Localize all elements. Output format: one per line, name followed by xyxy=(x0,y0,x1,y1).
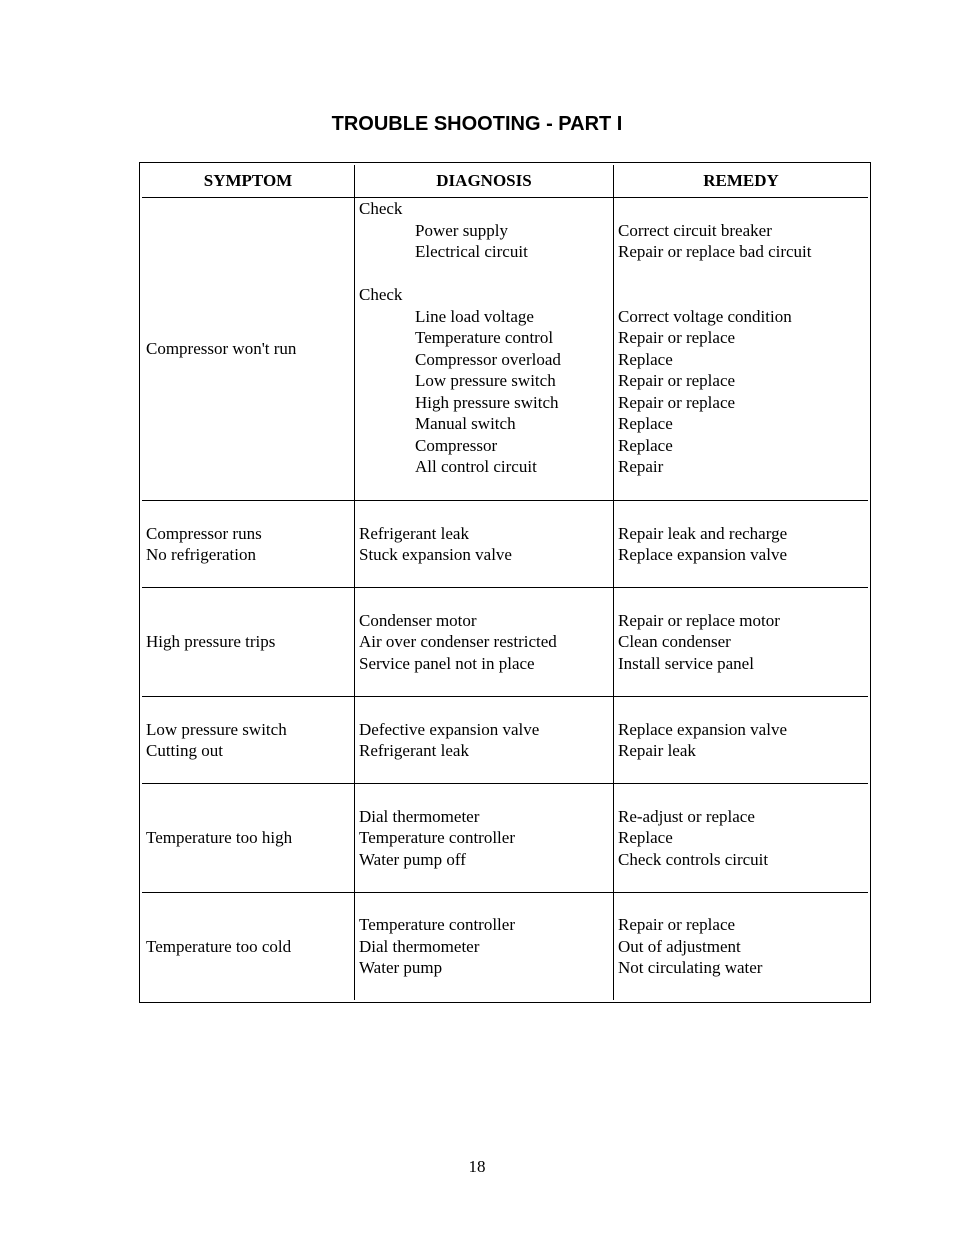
remedy-cell xyxy=(614,893,869,1001)
remedy-line: Correct circuit breaker xyxy=(618,220,772,240)
troubleshooting-table xyxy=(139,162,871,1003)
symptom-line: Compressor runs xyxy=(146,523,262,543)
remedy-line: Not circulating water xyxy=(618,958,763,978)
diagnosis-line: Water pump off xyxy=(359,849,466,869)
header-symptom: SYMPTOM xyxy=(142,165,355,198)
remedy-line: Replace expansion valve xyxy=(618,719,787,739)
diagnosis-line: Air over condenser restricted xyxy=(359,632,557,652)
diagnosis-line: Check xyxy=(359,199,403,218)
diagnosis-line: Water pump xyxy=(359,958,443,978)
symptom-cell xyxy=(142,501,355,588)
remedy-line xyxy=(618,263,868,285)
remedy-line: Replace xyxy=(618,435,673,455)
symptom-line: Low pressure switch xyxy=(146,719,287,739)
diagnosis-cell xyxy=(355,697,614,784)
remedy-line: Correct voltage condition xyxy=(618,306,792,326)
diagnosis-cell xyxy=(355,784,614,893)
diagnosis-cell xyxy=(355,893,614,1001)
diagnosis-line: Electrical circuit xyxy=(415,242,528,261)
remedy-line: Repair or replace xyxy=(618,392,736,412)
diagnosis-line: Compressor xyxy=(415,435,498,455)
remedy-line: Clean condenser xyxy=(618,632,731,652)
diagnosis-line: Temperature controller xyxy=(359,915,515,935)
remedy-line: Out of adjustment xyxy=(618,936,741,956)
diagnosis-line: All control circuit xyxy=(415,457,537,476)
remedy-cell xyxy=(614,588,869,697)
header-remedy: REMEDY xyxy=(614,165,869,198)
symptom-line: Temperature too cold xyxy=(146,936,292,956)
symptom-line: Temperature too high xyxy=(146,828,293,848)
diagnosis-cell xyxy=(355,198,614,501)
table-row xyxy=(142,697,868,784)
table-row xyxy=(142,588,868,697)
diagnosis-line: Condenser motor xyxy=(359,610,477,630)
diagnosis-cell xyxy=(355,501,614,588)
remedy-line: Repair xyxy=(618,457,664,476)
remedy-line xyxy=(618,198,868,220)
diagnosis-line xyxy=(359,263,613,285)
remedy-line: Repair or replace xyxy=(618,371,736,390)
symptom-line: No refrigeration xyxy=(146,545,256,564)
remedy-cell xyxy=(614,198,869,501)
remedy-line: Replace xyxy=(618,828,673,848)
remedy-cell xyxy=(614,784,869,893)
remedy-line xyxy=(618,284,868,306)
diagnosis-line: Temperature controller xyxy=(359,828,515,848)
table-header-row xyxy=(142,165,868,198)
remedy-line: Replace xyxy=(618,349,673,369)
diagnosis-line: Power supply xyxy=(415,220,509,240)
remedy-cell xyxy=(614,697,869,784)
diagnosis-line: Service panel not in place xyxy=(359,653,535,673)
diagnosis-line: Defective expansion valve xyxy=(359,719,540,739)
symptom-line: High pressure trips xyxy=(146,632,276,652)
diagnosis-line: Check xyxy=(359,285,403,304)
diagnosis-line: Dial thermometer xyxy=(359,806,480,826)
remedy-line: Repair or replace xyxy=(618,915,736,935)
diagnosis-line: Compressor overload xyxy=(415,349,561,369)
remedy-line: Repair leak xyxy=(618,741,696,760)
diagnosis-line: Low pressure switch xyxy=(415,371,556,390)
symptom-cell xyxy=(142,784,355,893)
remedy-cell xyxy=(614,501,869,588)
diagnosis-line: Temperature control xyxy=(415,328,554,347)
symptom-cell xyxy=(142,198,355,501)
page-title: TROUBLE SHOOTING - PART I xyxy=(331,113,623,135)
remedy-line: Install service panel xyxy=(618,653,754,673)
symptom-cell xyxy=(142,697,355,784)
diagnosis-line: Manual switch xyxy=(415,414,516,433)
remedy-line: Re-adjust or replace xyxy=(618,806,755,826)
diagnosis-line: Stuck expansion valve xyxy=(359,545,512,564)
table-row xyxy=(142,198,868,501)
symptom-line: Cutting out xyxy=(146,741,223,760)
remedy-line: Repair leak and recharge xyxy=(618,523,788,543)
page-number: 18 xyxy=(468,1157,486,1176)
header-diagnosis: DIAGNOSIS xyxy=(355,165,614,198)
symptom-line: Compressor won't run xyxy=(146,339,297,359)
table-row xyxy=(142,893,868,1001)
remedy-line: Repair or replace xyxy=(618,328,736,347)
remedy-line: Replace xyxy=(618,414,673,433)
diagnosis-line: Dial thermometer xyxy=(359,936,480,956)
symptom-cell xyxy=(142,588,355,697)
diagnosis-line: Refrigerant leak xyxy=(359,741,469,760)
remedy-line: Check controls circuit xyxy=(618,849,769,869)
symptom-cell xyxy=(142,893,355,1001)
diagnosis-line: High pressure switch xyxy=(415,392,559,412)
diagnosis-line: Line load voltage xyxy=(415,306,534,326)
remedy-line: Replace expansion valve xyxy=(618,545,787,564)
table-row xyxy=(142,784,868,893)
table-row xyxy=(142,501,868,588)
diagnosis-line: Refrigerant leak xyxy=(359,523,469,543)
remedy-line: Repair or replace bad circuit xyxy=(618,242,812,261)
diagnosis-cell xyxy=(355,588,614,697)
remedy-line: Repair or replace motor xyxy=(618,610,780,630)
